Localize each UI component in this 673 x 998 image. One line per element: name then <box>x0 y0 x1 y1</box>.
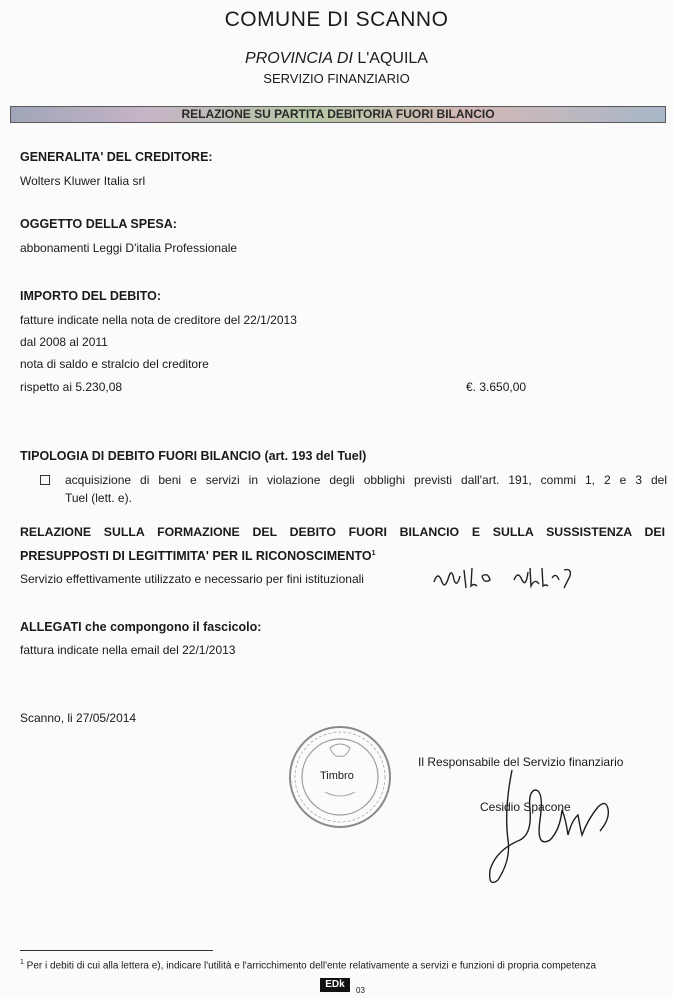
typology-text-line-1: acquisizione di beni e servizi in violazione degli obblighi previsti dall'art. 191, commi 1, 2 e 3 del <box>65 473 667 487</box>
province-name: L'AQUILA <box>352 50 428 67</box>
creditor-value: Wolters Kluwer Italia srl <box>20 174 146 188</box>
signer-name: Cesidio Spacone <box>480 800 571 814</box>
amount-line: nota di saldo e stralcio del creditore <box>20 357 209 371</box>
attachments-value: fattura indicate nella email del 22/1/2013 <box>20 643 236 657</box>
report-heading-line-1: RELAZIONE SULLA FORMAZIONE DEL DEBITO FUORI BILANCIO E SULLA SUSSISTENZA DEI <box>20 525 665 539</box>
amount-total: €. 3.650,00 <box>466 380 527 394</box>
footnote-text: Per i debiti di cui alla lettera e), indicare l'utilità e l'arricchimento dell'ente relativamente a servizi e funzioni di propria competenza <box>23 960 597 972</box>
publisher-code: 03 <box>356 986 365 995</box>
report-text: Servizio effettivamente utilizzato e necessario per fini istituzionali <box>20 572 364 586</box>
amount-heading: IMPORTO DEL DEBITO: <box>20 289 161 303</box>
subject-heading: OGGETTO DELLA SPESA: <box>20 217 177 231</box>
footnote <box>20 959 596 971</box>
typology-text-line-2: Tuel (lett. e). <box>65 491 132 505</box>
service-name: SERVIZIO FINANZIARIO <box>263 71 410 86</box>
subject-value: abbonamenti Leggi D'italia Professionale <box>20 241 238 255</box>
report-footnote-mark: 1 <box>371 549 376 557</box>
report-heading-line-2 <box>20 549 376 563</box>
attachments-heading-bold: ALLEGATI <box>20 620 82 634</box>
footnote-separator <box>20 950 213 951</box>
amount-line: fatture indicate nella nota de creditore del 22/1/2013 <box>20 313 297 327</box>
creditor-heading: GENERALITA' DEL CREDITORE: <box>20 150 213 164</box>
report-banner: RELAZIONE SU PARTITA DEBITORIA FUORI BILANCIO <box>10 106 666 123</box>
amount-line: rispetto ai 5.230,08 <box>20 380 123 394</box>
footnote-mark: 1 <box>20 959 24 966</box>
place-date: Scanno, li 27/05/2014 <box>20 711 137 725</box>
report-heading-text: PRESUPPOSTI DI LEGITTIMITA' PER IL RICONOSCIMENTO <box>20 549 372 563</box>
typology-heading <box>20 449 366 463</box>
handwritten-signature <box>460 760 640 890</box>
handwritten-annotation <box>430 562 575 592</box>
typology-heading-ref: (art. 193 del Tuel) <box>260 449 367 463</box>
amount-line: dal 2008 al 2011 <box>20 335 108 349</box>
typology-checkbox <box>40 475 50 485</box>
typology-heading-bold: TIPOLOGIA DI DEBITO FUORI BILANCIO <box>20 449 261 463</box>
province-line <box>0 50 673 68</box>
document-title: COMUNE DI SCANNO <box>224 8 449 31</box>
publisher-logo: EDk <box>320 978 350 992</box>
province-prefix: PROVINCIA DI <box>245 50 353 67</box>
attachments-heading <box>20 620 261 634</box>
attachments-heading-rest: che compongono il fascicolo: <box>81 620 262 634</box>
signer-role: Il Responsabile del Servizio finanziario <box>418 755 624 769</box>
stamp-label: Timbro <box>320 770 354 782</box>
